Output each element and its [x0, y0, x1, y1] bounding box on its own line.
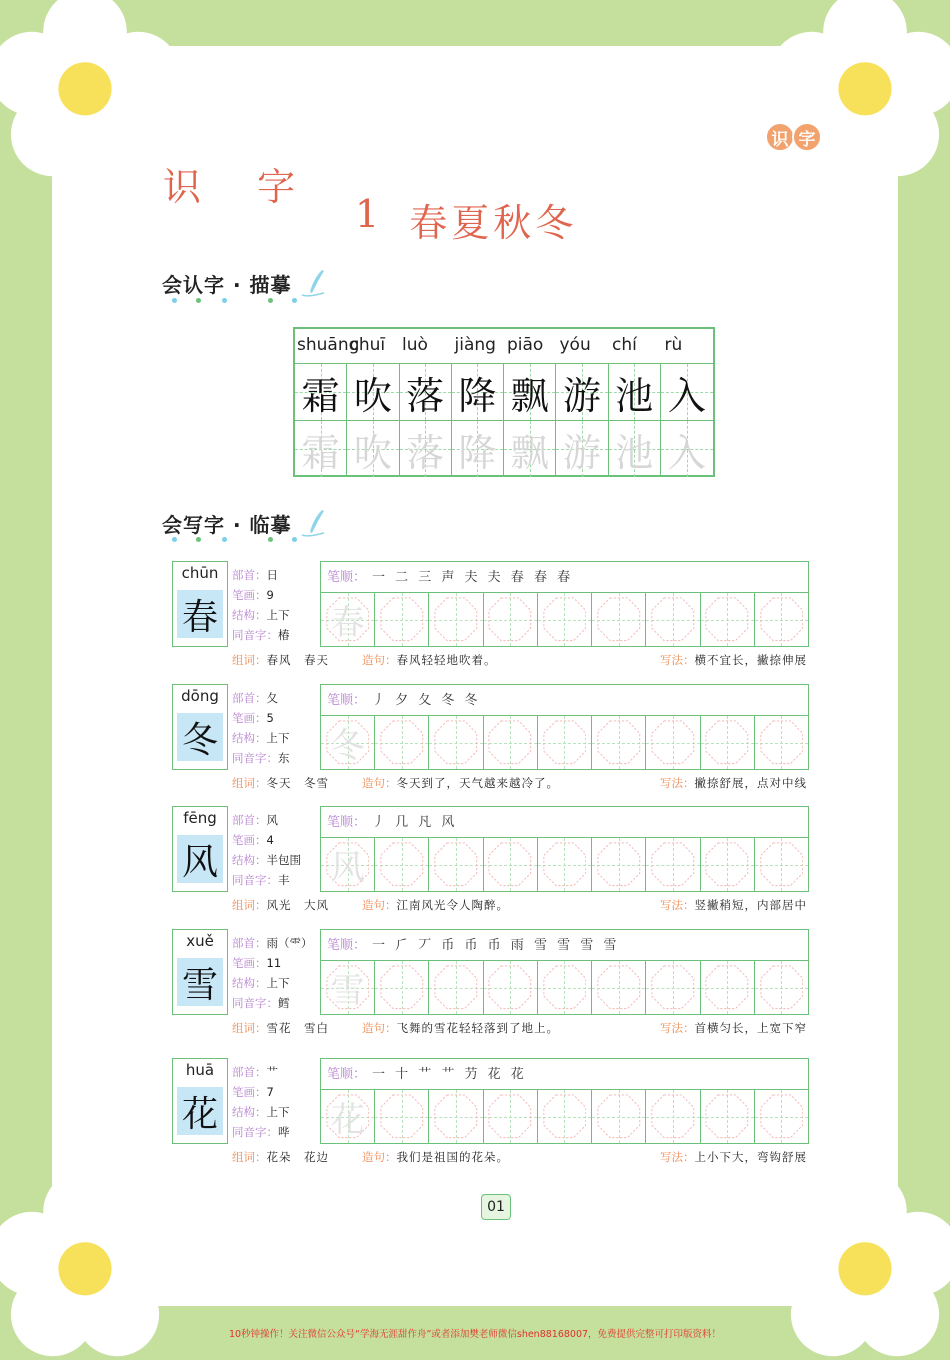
- stroke-order-value: 丿 几 凡 风: [372, 815, 458, 830]
- char-info: [232, 565, 322, 645]
- method-label: 写法：: [660, 653, 695, 667]
- recognize-char: 霜: [301, 373, 340, 418]
- char-info: [232, 933, 322, 1013]
- practice-grid: [320, 561, 809, 647]
- practice-cell[interactable]: [538, 1090, 592, 1143]
- stroke-order-label: 笔顺：: [327, 815, 367, 830]
- trace-char: 池: [615, 430, 654, 475]
- trace-cell: [609, 421, 661, 477]
- pinyin-label: shuāng: [297, 335, 360, 355]
- strokes-label: 笔画：: [232, 711, 267, 725]
- method-value: 首横匀长，上宽下窄: [694, 1021, 807, 1035]
- sentence-value: 我们是祖国的花朵。: [396, 1150, 509, 1164]
- trace-cell: [347, 421, 399, 477]
- char-pinyin: chūn: [181, 564, 219, 582]
- write-block: [172, 684, 809, 794]
- structure-value: 上下: [266, 976, 290, 990]
- usage-row: [172, 1146, 809, 1168]
- practice-cell[interactable]: [701, 593, 755, 646]
- char-info: [232, 810, 322, 890]
- recognize-char: 池: [615, 373, 654, 418]
- strokes-value: 9: [266, 588, 274, 602]
- practice-cell[interactable]: [646, 593, 700, 646]
- practice-grid: [320, 1058, 809, 1144]
- stroke-order: [321, 930, 808, 961]
- char-display: 冬: [177, 713, 223, 761]
- structure-label: 结构：: [232, 1105, 267, 1119]
- radical-value: 日: [266, 568, 278, 582]
- sentence-value: 冬天到了，天气越来越冷了。: [396, 776, 559, 790]
- trace-char: 降: [458, 430, 497, 475]
- recognize-grid: [293, 327, 715, 477]
- practice-cell[interactable]: [429, 1090, 483, 1143]
- strokes-label: 笔画：: [232, 588, 267, 602]
- write-block: [172, 561, 809, 671]
- char-box: [172, 1058, 228, 1144]
- stroke-order: [321, 1059, 808, 1090]
- practice-cell[interactable]: [755, 961, 808, 1014]
- trace-row: [295, 421, 713, 477]
- stroke-order-value: 一 十 艹 艹 芀 花 花: [372, 1067, 527, 1082]
- strokes-label: 笔画：: [232, 1085, 267, 1099]
- radical-value: 风: [266, 813, 278, 827]
- radical-label: 部首：: [232, 813, 267, 827]
- practice-cell[interactable]: [321, 838, 375, 891]
- strokes-label: 笔画：: [232, 833, 267, 847]
- pinyin-label: jiàng: [454, 335, 496, 355]
- words-value: 雪花 雪白: [266, 1021, 329, 1035]
- char-row: [295, 364, 713, 421]
- practice-grid: [320, 929, 809, 1015]
- stroke-order: [321, 807, 808, 838]
- recognize-cell: [661, 364, 713, 420]
- stroke-order-value: 一 二 三 声 夫 夫 春 春 春: [372, 570, 574, 585]
- radical-label: 部首：: [232, 936, 267, 950]
- strokes-value: 7: [266, 1085, 274, 1099]
- lesson-number: 1: [355, 192, 380, 236]
- pinyin-label: yóu: [559, 335, 591, 355]
- write-block: [172, 806, 809, 916]
- practice-cell[interactable]: [429, 716, 483, 769]
- practice-cell[interactable]: [484, 593, 538, 646]
- structure-label: 结构：: [232, 976, 267, 990]
- recognize-cell: [504, 364, 556, 420]
- char-info: [232, 688, 322, 768]
- practice-cell[interactable]: [701, 838, 755, 891]
- homophone-value: 鳕: [278, 996, 290, 1010]
- recognize-char: 吹: [353, 373, 392, 418]
- trace-cell: [504, 421, 556, 477]
- structure-label: 结构：: [232, 853, 267, 867]
- practice-cell[interactable]: [484, 961, 538, 1014]
- trace-char: 吹: [353, 430, 392, 475]
- method-label: 写法：: [660, 898, 695, 912]
- words-value: 风光 大风: [266, 898, 329, 912]
- practice-cell[interactable]: [592, 838, 646, 891]
- sentence-label: 造句：: [362, 653, 397, 667]
- recognize-cell: [556, 364, 608, 420]
- homophone-label: 同音字：: [232, 996, 278, 1010]
- flower-decoration-top-left: [0, 0, 180, 180]
- practice-cell[interactable]: [375, 961, 429, 1014]
- practice-cell[interactable]: [592, 593, 646, 646]
- strokes-value: 11: [266, 956, 282, 970]
- method-label: 写法：: [660, 776, 695, 790]
- words-value: 花朵 花边: [266, 1150, 329, 1164]
- practice-cell[interactable]: [755, 593, 808, 646]
- strokes-label: 笔画：: [232, 956, 267, 970]
- char-display: 春: [177, 590, 223, 638]
- practice-cell[interactable]: [701, 716, 755, 769]
- method-label: 写法：: [660, 1021, 695, 1035]
- practice-cell[interactable]: [755, 838, 808, 891]
- stroke-order-value: 一 ⺁ 丆 币 币 币 雨 雪 雪 雪 雪: [372, 938, 620, 953]
- words-label: 组词：: [232, 653, 267, 667]
- practice-cell[interactable]: [538, 961, 592, 1014]
- homophone-label: 同音字：: [232, 751, 278, 765]
- char-box: [172, 561, 228, 647]
- practice-cell[interactable]: [375, 1090, 429, 1143]
- trace-char: 落: [406, 430, 445, 475]
- sentence-label: 造句：: [362, 1021, 397, 1035]
- practice-cell[interactable]: [538, 716, 592, 769]
- trace-cell: [556, 421, 608, 477]
- sentence-label: 造句：: [362, 1150, 397, 1164]
- trace-char: 游: [562, 430, 601, 475]
- homophone-value: 丰: [278, 873, 290, 887]
- trace-char: 霜: [301, 430, 340, 475]
- char-display: 花: [177, 1087, 223, 1135]
- sentence-value: 飞舞的雪花轻轻落到了地上。: [396, 1021, 559, 1035]
- words-label: 组词：: [232, 1150, 267, 1164]
- radical-value: 艹: [266, 1065, 278, 1079]
- write-block: [172, 1058, 809, 1168]
- stroke-order-label: 笔顺：: [327, 693, 367, 708]
- practice-cell[interactable]: [484, 716, 538, 769]
- practice-cell[interactable]: [646, 961, 700, 1014]
- recognize-cell: [452, 364, 504, 420]
- recognize-char: 飘: [510, 373, 549, 418]
- structure-value: 半包围: [266, 853, 301, 867]
- practice-cell[interactable]: [592, 961, 646, 1014]
- practice-cell[interactable]: [429, 838, 483, 891]
- structure-label: 结构：: [232, 731, 267, 745]
- recognize-heading-text: 会认字 · 描摹: [162, 273, 292, 297]
- radical-label: 部首：: [232, 568, 267, 582]
- trace-cell: [661, 421, 713, 477]
- words-label: 组词：: [232, 898, 267, 912]
- homophone-value: 椿: [278, 628, 290, 642]
- recognize-cell: [400, 364, 452, 420]
- homophone-label: 同音字：: [232, 628, 278, 642]
- practice-cell[interactable]: [484, 1090, 538, 1143]
- write-heading-text: 会写字 · 临摹: [162, 513, 292, 537]
- radical-label: 部首：: [232, 691, 267, 705]
- method-value: 撇捺舒展，点对中线: [694, 776, 807, 790]
- usage-row: [172, 894, 809, 916]
- words-value: 春风 春天: [266, 653, 329, 667]
- homophone-value: 东: [278, 751, 290, 765]
- usage-row: [172, 772, 809, 794]
- section-title: 识 字: [163, 165, 318, 209]
- practice-grid: [320, 806, 809, 892]
- practice-cell[interactable]: [375, 838, 429, 891]
- practice-cell[interactable]: [701, 961, 755, 1014]
- sentence-value: 江南风光令人陶醉。: [396, 898, 509, 912]
- recognize-cell: [295, 364, 347, 420]
- radical-label: 部首：: [232, 1065, 267, 1079]
- sentence-label: 造句：: [362, 776, 397, 790]
- pinyin-row: [295, 329, 713, 364]
- practice-cell[interactable]: [429, 961, 483, 1014]
- char-pinyin: huā: [185, 1061, 215, 1079]
- practice-cell[interactable]: [646, 838, 700, 891]
- ghost-char: 雪: [330, 971, 365, 1011]
- trace-char: 飘: [510, 430, 549, 475]
- practice-cell[interactable]: [755, 1090, 808, 1143]
- pinyin-label: chuī: [349, 335, 386, 355]
- practice-cell[interactable]: [646, 1090, 700, 1143]
- char-pinyin: xuě: [186, 932, 214, 950]
- practice-cell[interactable]: [375, 593, 429, 646]
- trace-cell: [452, 421, 504, 477]
- char-display: 雪: [177, 958, 223, 1006]
- sentence-label: 造句：: [362, 898, 397, 912]
- practice-cell[interactable]: [321, 593, 375, 646]
- homophone-label: 同音字：: [232, 873, 278, 887]
- method-label: 写法：: [660, 1150, 695, 1164]
- corner-badge-char: 字: [792, 122, 822, 152]
- quill-pen-icon: [298, 508, 328, 538]
- recognize-cell: [609, 364, 661, 420]
- corner-badge: [768, 122, 822, 152]
- structure-value: 上下: [266, 1105, 290, 1119]
- practice-cell[interactable]: [321, 716, 375, 769]
- trace-cell: [295, 421, 347, 477]
- practice-cell[interactable]: [429, 593, 483, 646]
- lesson-name: 春夏秋冬: [409, 201, 578, 245]
- sentence-value: 春风轻轻地吹着。: [396, 653, 497, 667]
- practice-cell[interactable]: [592, 1090, 646, 1143]
- pinyin-label: chí: [612, 335, 637, 355]
- stroke-order-label: 笔顺：: [327, 1067, 367, 1082]
- practice-cell[interactable]: [646, 716, 700, 769]
- stroke-order-value: 丿 夕 夂 冬 冬: [372, 693, 481, 708]
- stroke-order: [321, 562, 808, 593]
- usage-row: [172, 1017, 809, 1039]
- words-label: 组词：: [232, 776, 267, 790]
- pinyin-label: luò: [402, 335, 428, 355]
- recognize-char: 落: [406, 373, 445, 418]
- lesson-title: [355, 192, 577, 247]
- practice-cell[interactable]: [321, 961, 375, 1014]
- method-value: 横不宜长，撇捺伸展: [694, 653, 807, 667]
- trace-char: 入: [667, 430, 706, 475]
- ghost-char: 冬: [330, 726, 365, 766]
- char-box: [172, 684, 228, 770]
- page-number: 01: [481, 1194, 511, 1220]
- homophone-label: 同音字：: [232, 1125, 278, 1139]
- char-pinyin: fēng: [183, 809, 217, 827]
- practice-cell[interactable]: [592, 716, 646, 769]
- homophone-value: 哗: [278, 1125, 290, 1139]
- write-block: [172, 929, 809, 1039]
- radical-value: 夂: [266, 691, 278, 705]
- words-value: 冬天 冬雪: [266, 776, 329, 790]
- pinyin-label: piāo: [507, 335, 544, 355]
- strokes-value: 4: [266, 833, 274, 847]
- recognize-char: 入: [667, 373, 706, 418]
- char-pinyin: dōng: [181, 687, 219, 705]
- recognize-heading: [162, 268, 328, 298]
- structure-value: 上下: [266, 731, 290, 745]
- recognize-char: 降: [458, 373, 497, 418]
- practice-cell[interactable]: [484, 838, 538, 891]
- practice-cell[interactable]: [538, 593, 592, 646]
- practice-cell[interactable]: [321, 1090, 375, 1143]
- practice-cell[interactable]: [755, 716, 808, 769]
- char-info: [232, 1062, 322, 1142]
- method-value: 上小下大，弯钩舒展: [694, 1150, 807, 1164]
- structure-label: 结构：: [232, 608, 267, 622]
- char-box: [172, 806, 228, 892]
- stroke-order-label: 笔顺：: [327, 938, 367, 953]
- quill-pen-icon: [298, 268, 328, 298]
- char-display: 风: [177, 835, 223, 883]
- ghost-char: 风: [330, 848, 365, 888]
- structure-value: 上下: [266, 608, 290, 622]
- flower-decoration-top-right: [770, 0, 950, 180]
- write-heading: [162, 508, 328, 538]
- practice-cell[interactable]: [538, 838, 592, 891]
- ghost-char: 春: [330, 603, 365, 643]
- ghost-char: 花: [330, 1100, 365, 1140]
- trace-cell: [400, 421, 452, 477]
- words-label: 组词：: [232, 1021, 267, 1035]
- practice-cell[interactable]: [701, 1090, 755, 1143]
- corner-badge-char: 识: [765, 122, 795, 152]
- recognize-cell: [347, 364, 399, 420]
- recognize-char: 游: [562, 373, 601, 418]
- radical-value: 雨（⻗）: [266, 936, 313, 950]
- strokes-value: 5: [266, 711, 274, 725]
- stroke-order-label: 笔顺：: [327, 570, 367, 585]
- stroke-order: [321, 685, 808, 716]
- usage-row: [172, 649, 809, 671]
- char-box: [172, 929, 228, 1015]
- footer-note: 10秒钟操作！关注微信公众号“学海无涯甜作舟”或者添加樊老师微信shen88168007，免费提供完整可打印版资料！: [228, 1329, 722, 1340]
- pinyin-label: rù: [664, 335, 683, 355]
- practice-grid: [320, 684, 809, 770]
- method-value: 竖撇稍短，内部居中: [694, 898, 807, 912]
- practice-cell[interactable]: [375, 716, 429, 769]
